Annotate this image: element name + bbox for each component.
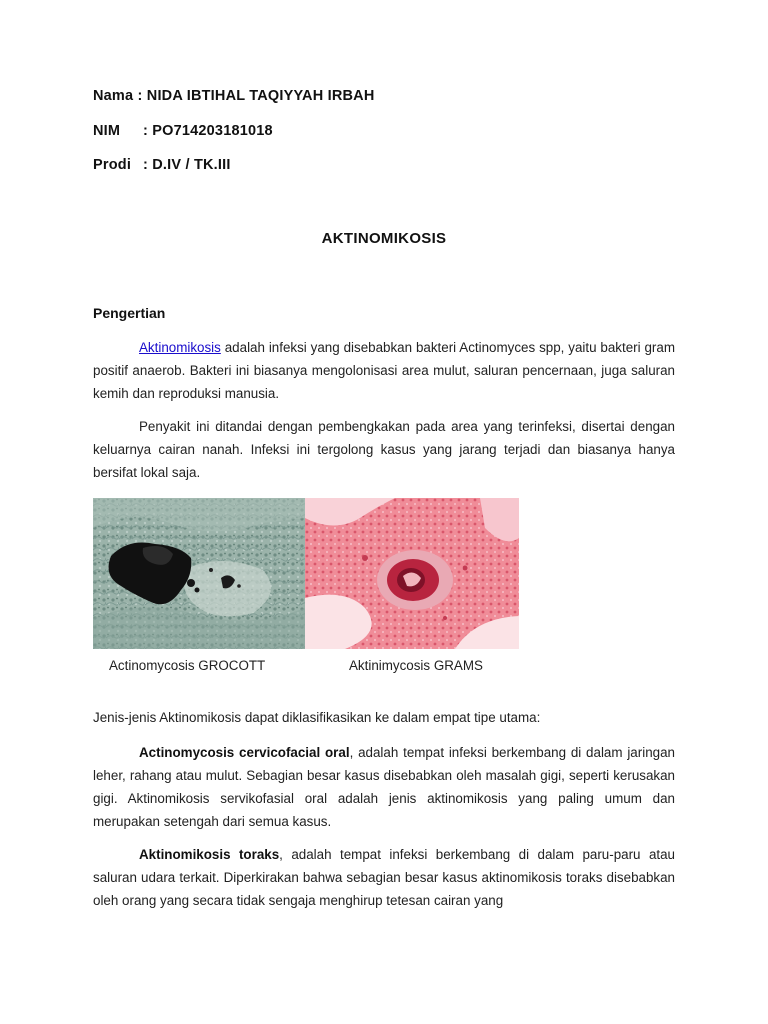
paragraph-type-cervicofacial [93, 741, 675, 833]
prodi-label: Prodi [93, 157, 132, 173]
paragraph-definition-text: adalah infeksi yang disebabkan bakteri Actinomyces spp, yaitu bakteri gram positif anaerob. Bakteri ini biasanya mengolonisasi area mulut, saluran pencernaan, juga saluran kemih dan reproduksi manusia. [93, 340, 675, 401]
paragraph-type-toraks [93, 843, 675, 912]
nama-line [93, 88, 375, 104]
prodi-value: : D.IV / TK.III [143, 157, 231, 173]
grocott-caption: Actinomycosis GROCOTT [109, 658, 266, 673]
nim-label: NIM [93, 123, 121, 139]
document-title: AKTINOMIKOSIS [321, 230, 447, 247]
nim-value: : PO714203181018 [143, 123, 273, 139]
type-toraks-term: Aktinomikosis toraks [139, 847, 280, 862]
gram-stain-image [305, 498, 519, 649]
aktinomikosis-link[interactable]: Aktinomikosis [139, 340, 221, 355]
nama-text: Nama : NIDA IBTIHAL TAQIYYAH IRBAH [93, 88, 375, 104]
nim-line [93, 123, 273, 139]
grocott-stain-image [93, 498, 305, 649]
type-cervicofacial-term: Actinomycosis cervicofacial oral [139, 745, 350, 760]
section-heading: Pengertian [93, 305, 166, 321]
type-toraks-text: , adalah tempat infeksi berkembang di dalam paru-paru atau saluran udara terkait. Diperkirakan bahwa sebagian besar kasus aktinomikosis toraks disebabkan oleh orang yang secara tidak sengaja menghirup tetesan cairan yang [93, 847, 676, 908]
type-cervicofacial-text: , adalah tempat infeksi berkembang di dalam jaringan leher, rahang atau mulut. Sebagian besar kasus disebabkan oleh masalah gigi, seperti kerusakan gigi. Aktinomikosis servikofasial oral adalah jenis aktinomikosis yang paling umum dan merupakan setengah dari semua kasus. [93, 745, 675, 829]
types-intro: Jenis-jenis Aktinomikosis dapat diklasifikasikan ke dalam empat tipe utama: [93, 710, 541, 725]
prodi-line [93, 157, 231, 173]
paragraph-definition [93, 336, 675, 405]
grams-caption: Aktinimycosis GRAMS [349, 658, 483, 673]
paragraph-symptoms: Penyakit ini ditandai dengan pembengkakan pada area yang terinfeksi, disertai dengan keluarnya cairan nanah. Infeksi ini tergolong kasus yang jarang terjadi dan biasanya hanya bersifat lokal saja. [93, 419, 675, 480]
